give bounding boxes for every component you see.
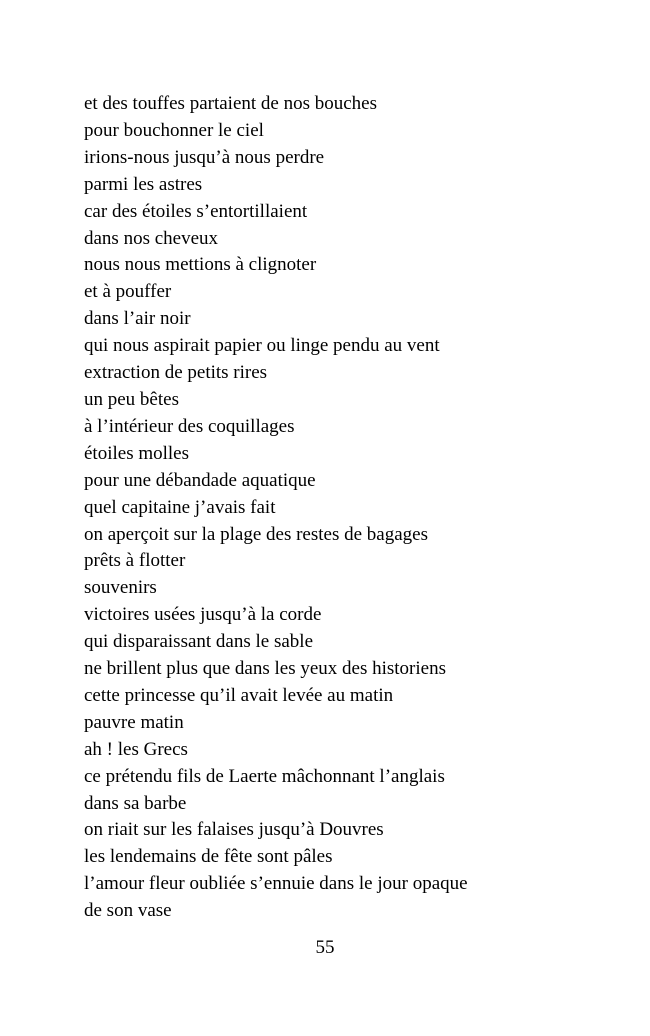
poem-line: à l’intérieur des coquillages bbox=[84, 415, 295, 437]
poem-line: qui disparaissant dans le sable bbox=[84, 631, 314, 653]
poem-line: pauvre matin bbox=[84, 711, 184, 733]
poem-line: et à pouffer bbox=[84, 281, 172, 303]
poem-line: victoires usées jusqu’à la corde bbox=[84, 604, 322, 626]
poem-line: un peu bêtes bbox=[84, 388, 179, 410]
poem-line: ce prétendu fils de Laerte mâchonnant l’anglais bbox=[84, 765, 445, 787]
poem-line: l’amour fleur oubliée s’ennuie dans le jour opaque bbox=[84, 873, 468, 895]
poem-text bbox=[84, 91, 468, 925]
poem-line: pour une débandade aquatique bbox=[84, 469, 316, 491]
poem-line: dans sa barbe bbox=[84, 792, 187, 814]
poem-line: qui nous aspirait papier ou linge pendu au vent bbox=[84, 335, 440, 357]
poem-line: prêts à flotter bbox=[84, 550, 186, 572]
poem-line: car des étoiles s’entortillaient bbox=[84, 200, 308, 222]
poem-line: étoiles molles bbox=[84, 442, 190, 464]
poem-line: nous nous mettions à clignoter bbox=[84, 254, 317, 276]
poem-line: on riait sur les falaises jusqu’à Douvres bbox=[84, 819, 384, 841]
poem-line: dans l’air noir bbox=[84, 308, 191, 330]
poem-line: cette princesse qu’il avait levée au matin bbox=[84, 684, 394, 706]
page-number: 55 bbox=[315, 937, 335, 958]
poem-line: ne brillent plus que dans les yeux des historiens bbox=[84, 658, 446, 680]
poem-line: irions-nous jusqu’à nous perdre bbox=[84, 146, 325, 168]
poem-line: de son vase bbox=[84, 900, 172, 922]
poem-line: souvenirs bbox=[84, 577, 157, 599]
poem-line: on aperçoit sur la plage des restes de bagages bbox=[84, 523, 428, 545]
poem-line: ah ! les Grecs bbox=[84, 738, 188, 760]
poem-line: pour bouchonner le ciel bbox=[84, 119, 264, 141]
poem-line: quel capitaine j’avais fait bbox=[84, 496, 276, 518]
poem-line: parmi les astres bbox=[84, 173, 203, 195]
poem-line: les lendemains de fête sont pâles bbox=[84, 846, 333, 868]
poem-line: extraction de petits rires bbox=[84, 362, 268, 384]
poem-line: dans nos cheveux bbox=[84, 227, 219, 249]
poem-line: et des touffes partaient de nos bouches bbox=[84, 93, 378, 114]
